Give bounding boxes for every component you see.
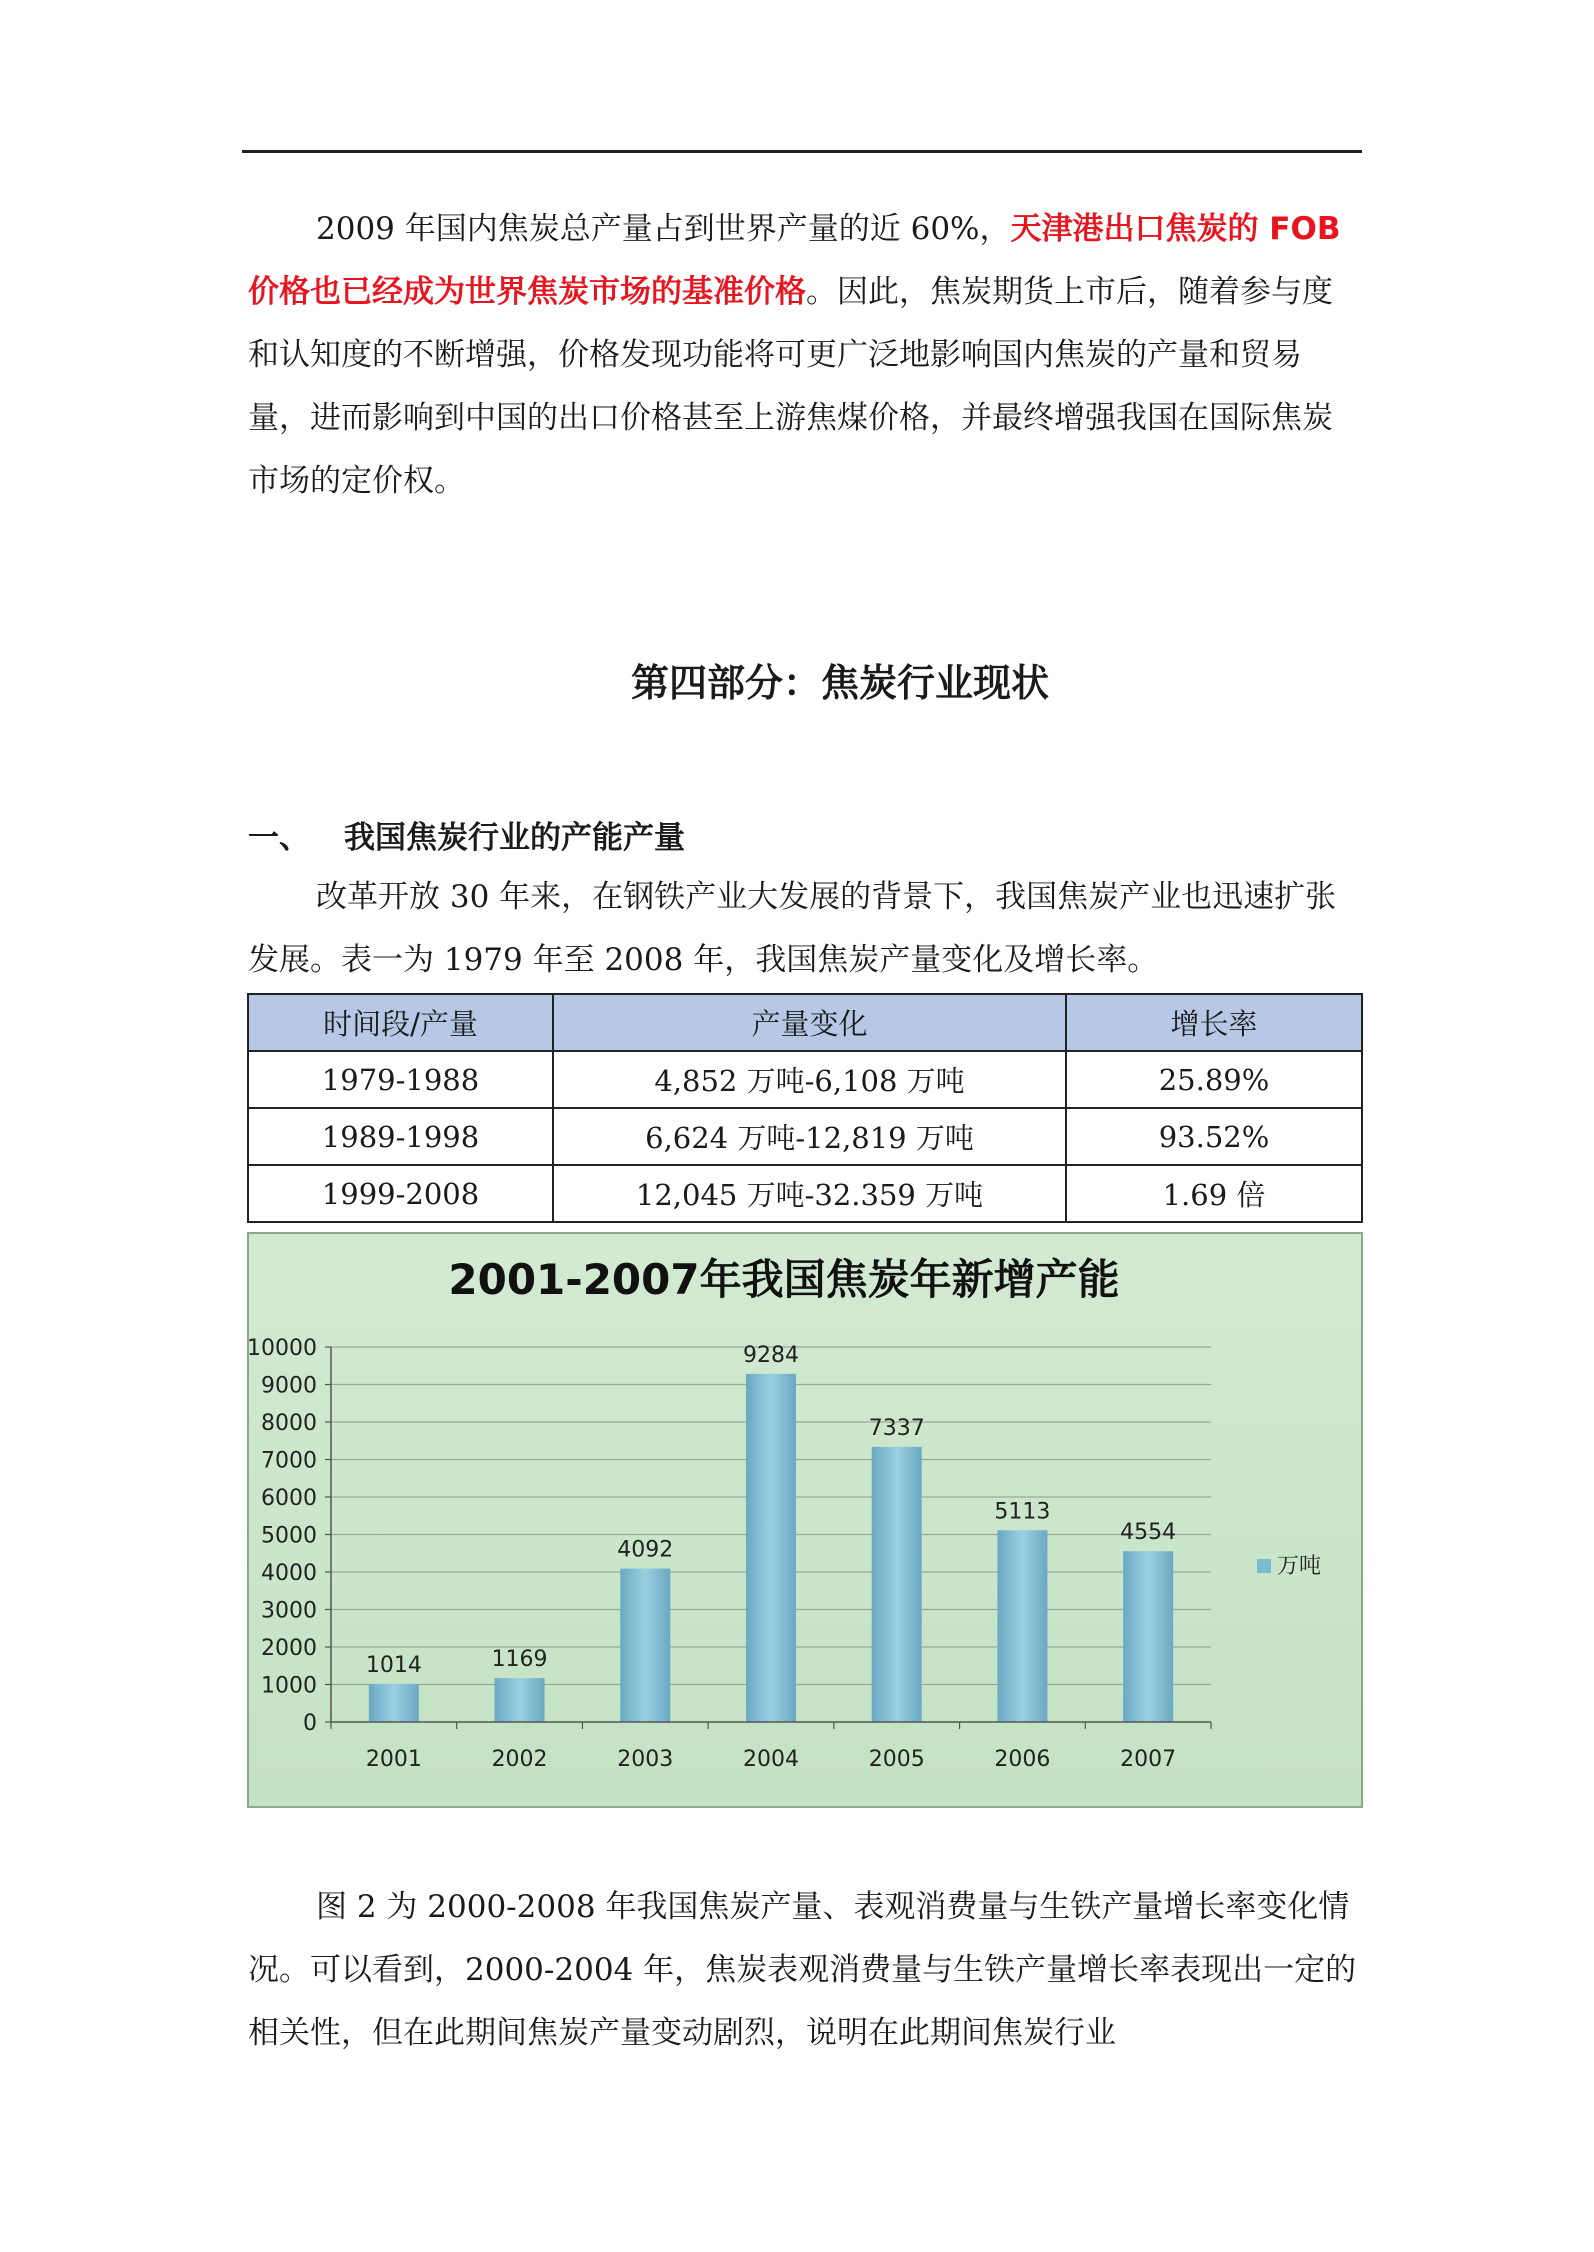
bar [1123,1551,1173,1722]
paragraph-text: 2009 年国内焦炭总产量占到世界产量的近 60%， [316,211,1011,247]
header-rule [242,150,1362,153]
paragraph-text: 改革开放 30 年来，在钢铁产业大发展的背景下，我国焦炭产业也迅速扩张发展。表一为 1979 年至 2008 年，我国焦炭产量变化及增长率。 [248,879,1337,978]
output-growth-table [247,993,1363,1223]
x-tick-label: 2007 [1120,1747,1177,1772]
bar [495,1678,545,1722]
bar [369,1684,419,1722]
y-tick-label: 4000 [261,1561,317,1586]
y-tick-label: 6000 [261,1486,317,1511]
x-tick-label: 2003 [617,1747,674,1772]
data-label: 7337 [868,1415,925,1441]
table-row [248,1108,1362,1165]
table-cell: 12,045 万吨-32.359 万吨 [553,1165,1066,1222]
y-tick-label: 8000 [261,1411,317,1436]
table-row [248,1051,1362,1108]
table-cell: 1.69 倍 [1066,1165,1362,1222]
subsection-heading [248,812,685,857]
capacity-bar-chart [247,1232,1363,1808]
paragraph-text: 图 2 为 2000-2008 年我国焦炭产量、表观消费量与生铁产量增长率变化情况。可以看到，2000-2004 年，焦炭表观消费量与生铁产量增长率表现出一定的相关性，但在此期间焦炭产量变动剧烈，说明在此期间焦炭行业 [248,1889,1357,2051]
data-label: 1169 [491,1647,548,1673]
y-tick-label: 10000 [247,1336,317,1361]
subsection-number: 一、 [248,820,310,856]
data-label: 9284 [743,1342,799,1368]
data-label: 4092 [617,1537,674,1563]
y-tick-label: 3000 [261,1598,317,1624]
highlighted-text: 天津港出口焦炭的 FOB 价格也已经成为世界焦炭市场的基准价格 [248,211,1341,310]
table-cell: 25.89% [1066,1051,1362,1108]
data-label: 4554 [1120,1520,1177,1546]
paragraph-figure2 [248,1876,1360,2065]
table-row [248,1165,1362,1222]
y-tick-label: 1000 [261,1673,317,1699]
table-header-cell: 时间段/产量 [248,994,553,1051]
x-tick-label: 2004 [743,1747,799,1772]
table-header-cell: 增长率 [1066,994,1362,1051]
section-title: 第四部分：焦炭行业现状 [630,661,1049,705]
subsection-title: 我国焦炭行业的产能产量 [344,820,685,856]
data-label: 5113 [994,1499,1051,1525]
y-tick-label: 0 [303,1711,317,1736]
table-cell: 1979-1988 [248,1051,553,1108]
table-cell: 4,852 万吨-6,108 万吨 [553,1051,1066,1108]
y-tick-label: 2000 [261,1636,317,1661]
paragraph-intro [248,866,1360,992]
data-label: 1014 [365,1652,422,1678]
paragraph-text: 。因此，焦炭期货上市后，随着参与度和认知度的不断增强，价格发现功能将可更广泛地影响国内焦炭的产量和贸易量，进而影响到中国的出口价格甚至上游焦煤价格，并最终增强我国在国际焦炭市场的定价权。 [248,274,1333,499]
bar [746,1374,796,1722]
bar [997,1530,1047,1722]
table-header-row [248,994,1362,1051]
x-tick-label: 2002 [491,1747,548,1772]
y-tick-label: 5000 [261,1523,317,1549]
table-cell: 6,624 万吨-12,819 万吨 [553,1108,1066,1165]
y-tick-label: 7000 [261,1448,317,1474]
bar [872,1447,922,1722]
table-cell: 1999-2008 [248,1165,553,1222]
table-cell: 1989-1998 [248,1108,553,1165]
paragraph-fob-price [248,198,1360,513]
chart-title: 2001-2007年我国焦炭年新增产能 [448,1255,1120,1304]
x-tick-label: 2005 [868,1747,925,1772]
table-cell: 93.52% [1066,1108,1362,1165]
table-header-cell: 产量变化 [553,994,1066,1051]
y-tick-label: 9000 [261,1373,317,1399]
legend-label: 万吨 [1277,1554,1322,1579]
x-tick-label: 2001 [365,1747,422,1772]
x-tick-label: 2006 [994,1747,1051,1772]
legend-swatch [1257,1559,1271,1573]
bar [620,1569,670,1722]
